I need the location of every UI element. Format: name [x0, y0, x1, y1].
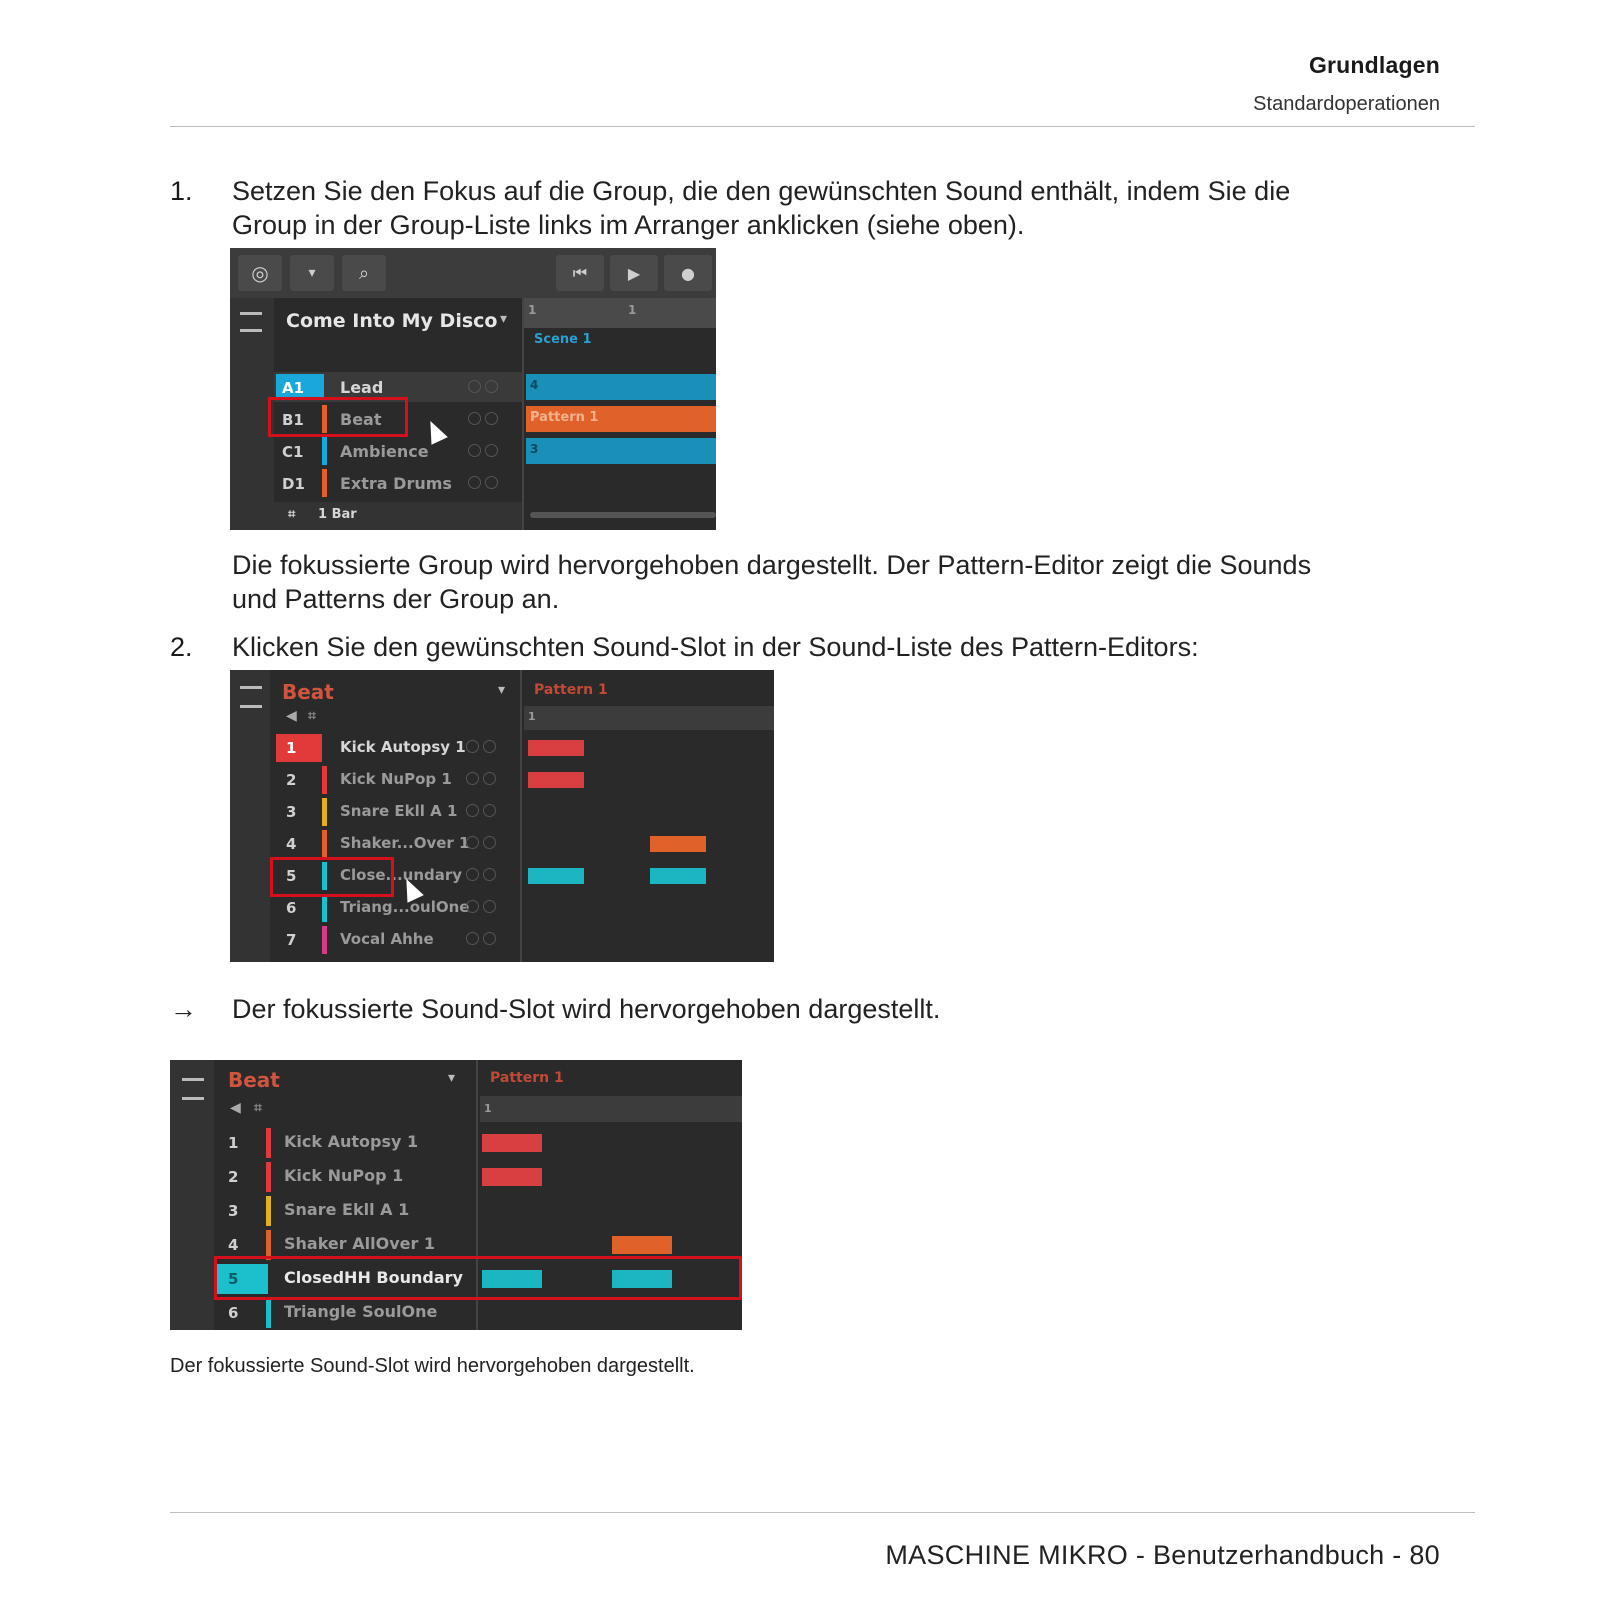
pattern-name[interactable]: Pattern 1: [490, 1070, 564, 1086]
sound-2-color: [322, 766, 327, 794]
sound-4-id: 4: [228, 1236, 239, 1254]
maschine-logo-icon[interactable]: ◎: [238, 255, 282, 291]
group-d1-id: D1: [282, 475, 305, 493]
result-arrow: →: [170, 994, 197, 1024]
clip-c1-label: 3: [530, 442, 539, 456]
record-icon[interactable]: ●: [664, 255, 712, 291]
step-2-text: Klicken Sie den gewünschten Sound-Slot in der Sound-Liste des Pattern-Editors:: [232, 632, 1199, 662]
group-b1-id: B1: [282, 411, 304, 429]
highlight-box: [214, 1256, 742, 1300]
pattern-ruler-mark: 1: [528, 710, 536, 723]
divider: [522, 298, 524, 530]
sound-6-color: [322, 894, 327, 922]
footer-rule: [170, 1512, 1475, 1513]
project-name[interactable]: Come Into My Disco: [286, 310, 498, 332]
sound-2-id: 2: [228, 1168, 239, 1186]
sound-6-name[interactable]: Triangle SoulOne: [284, 1302, 438, 1321]
group-a1-toggles[interactable]: [468, 380, 498, 393]
sound-3-name[interactable]: Snare Ekll A 1: [340, 802, 458, 820]
note-event[interactable]: [528, 868, 584, 884]
sound-3-color: [266, 1196, 271, 1226]
sound-7-color: [322, 926, 327, 954]
note-event[interactable]: [528, 740, 584, 756]
timeline-ruler[interactable]: [524, 298, 716, 328]
group-c1-color: [322, 437, 327, 465]
step-1-number: 1.: [170, 176, 193, 206]
sound-2-name[interactable]: Kick NuPop 1: [340, 770, 452, 788]
bar-length[interactable]: 1 Bar: [318, 507, 357, 522]
scrollbar[interactable]: [530, 512, 716, 518]
result-1-line1: Die fokussierte Group wird hervorgehoben dargestellt. Der Pattern-Editor zeigt die Sounds: [232, 550, 1312, 580]
note-event[interactable]: [650, 836, 706, 852]
sound-1-color: [266, 1128, 271, 1158]
chevron-down-icon[interactable]: ▾: [290, 255, 334, 291]
left-icon-strip: [230, 670, 270, 962]
note-event[interactable]: [650, 868, 706, 884]
pattern-editor-screenshot: [230, 670, 774, 962]
figure-caption: Der fokussierte Sound-Slot wird hervorgehoben dargestellt.: [170, 1355, 695, 1377]
list-view-icon[interactable]: [182, 1078, 204, 1100]
sound-3-toggles[interactable]: [466, 804, 496, 817]
speaker-icon[interactable]: ◀: [230, 1100, 241, 1116]
restart-icon[interactable]: ⏮: [556, 255, 604, 291]
sound-2-id: 2: [286, 771, 297, 789]
project-dropdown-icon[interactable]: ▾: [500, 311, 508, 327]
clip-b1-label: Pattern 1: [530, 410, 599, 425]
step-1-text-line2: Group in der Group-Liste links im Arranger anklicken (siehe oben).: [232, 210, 1025, 240]
sound-1-name[interactable]: Kick Autopsy 1: [340, 738, 466, 756]
highlight-box: [270, 857, 394, 897]
footer-text: MASCHINE MIKRO - Benutzerhandbuch - 80: [885, 1540, 1440, 1570]
group-d1-color: [322, 469, 327, 497]
sound-7-toggles[interactable]: [466, 932, 496, 945]
sound-1-toggles[interactable]: [466, 740, 496, 753]
sound-5-id: 5: [228, 1270, 239, 1288]
note-event[interactable]: [482, 1134, 542, 1152]
sound-3-id: 3: [228, 1202, 239, 1220]
sound-3-name[interactable]: Snare Ekll A 1: [284, 1200, 410, 1219]
sound-2-toggles[interactable]: [466, 772, 496, 785]
group-d1-name[interactable]: Extra Drums: [340, 474, 452, 493]
sound-1-name[interactable]: Kick Autopsy 1: [284, 1132, 419, 1151]
pattern-editor-result-screenshot: [170, 1060, 742, 1330]
list-view-icon[interactable]: [240, 686, 262, 708]
note-event[interactable]: [528, 772, 584, 788]
speaker-icon[interactable]: ◀: [286, 708, 297, 724]
group-c1-toggles[interactable]: [468, 444, 498, 457]
group-b1-toggles[interactable]: [468, 412, 498, 425]
ruler-mark-1: 1: [528, 303, 537, 317]
result-2-text: Der fokussierte Sound-Slot wird hervorgehoben dargestellt.: [232, 994, 941, 1024]
sound-5-name[interactable]: ClosedHH Boundary: [284, 1268, 463, 1287]
note-event[interactable]: [612, 1236, 672, 1254]
sound-4-id: 4: [286, 835, 297, 853]
sound-4-toggles[interactable]: [466, 836, 496, 849]
note-event[interactable]: [482, 1168, 542, 1186]
sound-2-name[interactable]: Kick NuPop 1: [284, 1166, 404, 1185]
group-c1-id: C1: [282, 443, 304, 461]
group-name[interactable]: Beat: [282, 680, 334, 704]
sound-5-id: 5: [286, 867, 297, 885]
group-dropdown-icon[interactable]: ▾: [498, 682, 506, 698]
pattern-ruler[interactable]: [480, 1096, 742, 1122]
sound-5-toggles[interactable]: [466, 868, 496, 881]
sound-4-name[interactable]: Shaker AllOver 1: [284, 1234, 436, 1253]
group-dropdown-icon[interactable]: ▾: [448, 1070, 456, 1086]
sound-6-id: 6: [286, 899, 297, 917]
header-rule: [170, 126, 1475, 127]
group-d1-toggles[interactable]: [468, 476, 498, 489]
highlight-box: [268, 397, 408, 437]
pattern-name[interactable]: Pattern 1: [534, 682, 608, 698]
sound-4-color: [322, 830, 327, 858]
sound-1-id: 1: [228, 1134, 239, 1152]
header-subtitle: Standardoperationen: [1253, 93, 1440, 115]
sound-3-color: [322, 798, 327, 826]
grid-icon[interactable]: ⌗: [308, 708, 316, 724]
ruler-mark-2: 1: [628, 303, 637, 317]
header-title: Grundlagen: [1308, 52, 1440, 78]
scene-label[interactable]: Scene 1: [534, 332, 592, 347]
arranger-screenshot: [230, 248, 716, 530]
group-c1-name[interactable]: Ambience: [340, 442, 429, 461]
group-a1-id: A1: [282, 379, 305, 397]
group-a1-name: Lead: [340, 378, 384, 397]
sound-6-toggles[interactable]: [466, 900, 496, 913]
mouse-cursor-icon: [422, 417, 448, 445]
play-icon[interactable]: ▶: [610, 255, 658, 291]
pattern-ruler-mark: 1: [484, 1102, 492, 1115]
sound-7-name[interactable]: Vocal Ahhe: [340, 930, 434, 948]
sound-5-name[interactable]: Close...undary: [340, 866, 463, 884]
sound-1-id: 1: [286, 739, 297, 757]
sound-6-name[interactable]: Triang...oulOne: [340, 898, 470, 916]
sound-6-id: 6: [228, 1304, 239, 1322]
sound-6-color: [266, 1298, 271, 1328]
list-view-icon[interactable]: [240, 312, 262, 332]
result-1-line2: und Patterns der Group an.: [232, 584, 560, 614]
group-name[interactable]: Beat: [228, 1068, 280, 1092]
group-b1-name[interactable]: Beat: [340, 410, 382, 429]
divider: [520, 670, 522, 962]
left-icon-strip: [170, 1060, 214, 1330]
sound-7-id: 7: [286, 931, 297, 949]
sound-3-id: 3: [286, 803, 297, 821]
bottom-bar: [274, 502, 522, 530]
grid-icon[interactable]: ⌗: [254, 1100, 262, 1116]
grid-icon[interactable]: ⌗: [288, 507, 296, 522]
pattern-ruler[interactable]: [524, 706, 774, 730]
step-1-text-line1: Setzen Sie den Fokus auf die Group, die den gewünschten Sound enthält, indem Sie die: [232, 176, 1291, 206]
clip-a1-label: 4: [530, 378, 539, 392]
clip-row-a1[interactable]: [526, 374, 716, 400]
search-icon[interactable]: ⌕: [342, 255, 386, 291]
sound-4-name[interactable]: Shaker...Over 1: [340, 834, 470, 852]
clip-row-c1[interactable]: [526, 438, 716, 464]
sound-1-highlight: [276, 734, 322, 762]
sound-2-color: [266, 1162, 271, 1192]
step-2-number: 2.: [170, 632, 193, 662]
